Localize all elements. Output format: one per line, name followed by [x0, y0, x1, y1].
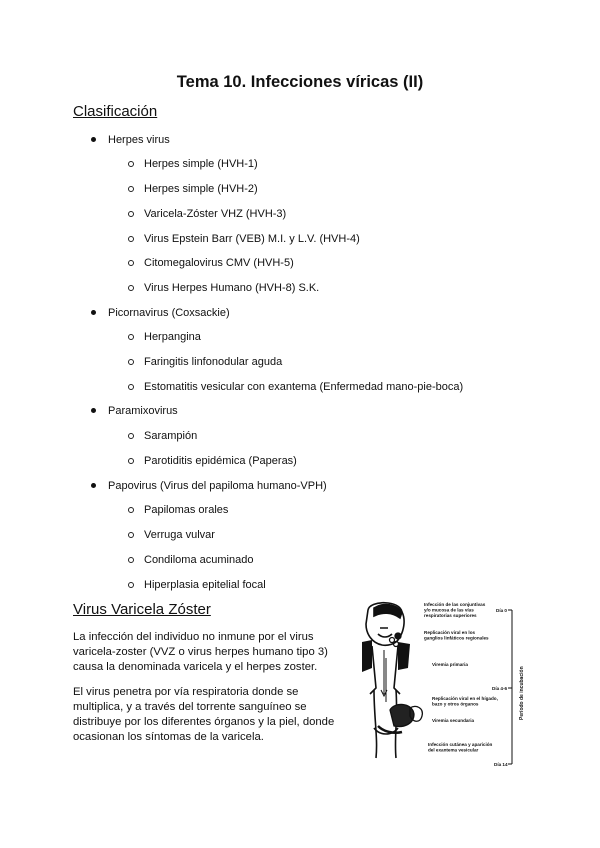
figure-label: Infección de las conjuntivas — [424, 602, 486, 607]
figure-label: bazo y otros órganos — [432, 701, 479, 707]
list-subitem: Condiloma acuminado — [144, 554, 254, 566]
list-subitem: Varicela-Zóster VHZ (HVH-3) — [144, 208, 287, 220]
incubation-timeline — [492, 608, 525, 767]
axis-label: Período de incubación — [519, 666, 525, 720]
list-subitem: Sarampión — [144, 430, 198, 442]
figure-label: ganglios linfáticos regionales — [424, 635, 489, 641]
figure-label: del exantema vesicular — [428, 747, 479, 753]
list-subitem: Virus Epstein Barr (VEB) M.I. y L.V. (HVH-4) — [144, 233, 360, 245]
list-subitem: Faringitis linfonodular aguda — [144, 356, 283, 368]
list-item-herpes-virus: Herpes virus — [108, 134, 170, 146]
page-title: Tema 10. Infecciones víricas (II) — [176, 73, 424, 91]
figure-label: respiratorias superiores — [424, 613, 477, 618]
list-subitem: Virus Herpes Humano (HVH-8) S.K. — [144, 282, 320, 294]
paragraph-infeccion: La infección del individuo no inmune por el virus varicela-zoster (VVZ o virus herpes humano tipo 3) causa la denominada varicela y el herpes zoster. — [73, 631, 328, 673]
figure-label: Replicación viral en el hígado, — [432, 696, 498, 701]
list-subitem: Hiperplasia epitelial focal — [144, 579, 266, 591]
figure-label: Viremia secundaria — [432, 718, 475, 723]
list-item-paramixovirus: Paramixovirus — [108, 405, 178, 417]
figure-label: Viremia primaria — [432, 662, 468, 667]
varicela-pathogenesis-figure — [340, 598, 530, 776]
list-subitem: Herpangina — [144, 331, 201, 343]
list-subitem: Verruga vulvar — [144, 529, 215, 541]
list-item-papovirus: Papovirus (Virus del papiloma humano-VPH) — [108, 480, 327, 492]
list-subitem: Papilomas orales — [144, 504, 229, 516]
section-heading-varicela: Virus Varicela Zóster — [73, 601, 211, 618]
list-subitem: Estomatitis vesicular con exantema (Enfermedad mano-pie-boca) — [144, 381, 464, 393]
list-item-picornavirus: Picornavirus (Coxsackie) — [108, 307, 230, 319]
list-subitem: Parotiditis epidémica (Paperas) — [144, 455, 297, 467]
list-subitem: Citomegalovirus CMV (HVH-5) — [144, 257, 294, 269]
paragraph-penetracion: El virus penetra por vía respiratoria donde se multiplica, y a través del torrente sanguíneo se distribuye por los diferentes órganos y la piel, donde ocasionan los síntomas de la varicela. — [73, 686, 335, 743]
day-label: Día 14 — [494, 762, 508, 767]
list-subitem: Herpes simple (HVH-2) — [144, 183, 258, 195]
figure-label: y/o mucosa de las vías — [424, 607, 474, 613]
list-subitem: Herpes simple (HVH-1) — [144, 158, 258, 170]
day-label: Día 0 — [496, 608, 507, 613]
figure-label: Infección cutánea y aparición — [428, 742, 493, 747]
day-label: Día 4-6 — [492, 686, 508, 691]
section-heading-clasificacion: Clasificación — [73, 103, 158, 120]
figure-label: Replicación viral en los — [424, 630, 476, 635]
